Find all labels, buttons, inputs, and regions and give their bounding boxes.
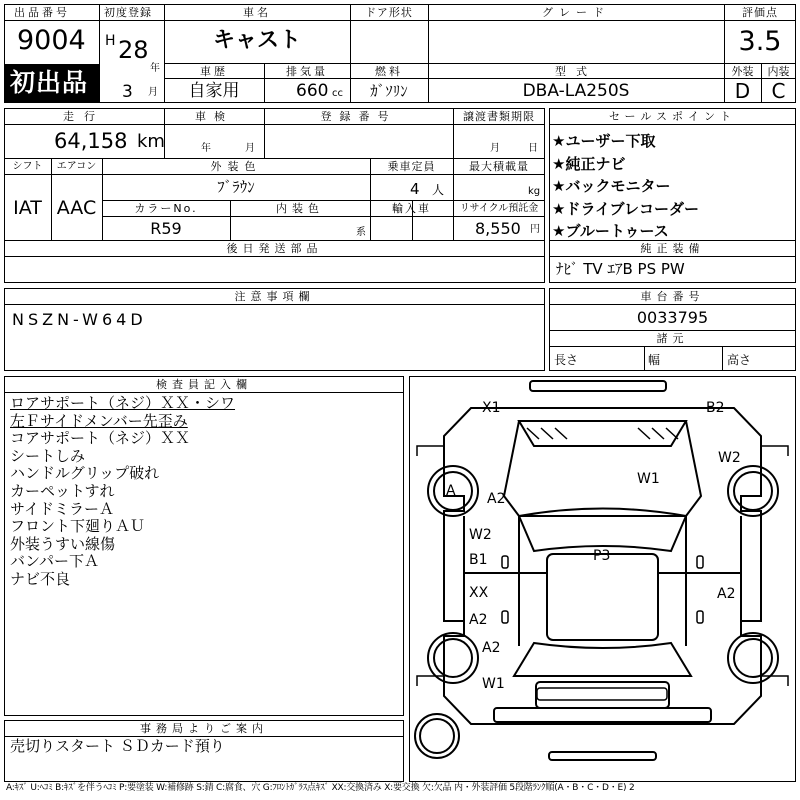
notes-value: NSZN-W64D (12, 310, 147, 329)
interior-color-unit: 系 (356, 227, 366, 238)
history-value: 自家用 (188, 81, 240, 101)
import-label: 輸入車 (392, 202, 431, 215)
color-no-value: R59 (150, 219, 182, 238)
displacement-value: 660 (296, 81, 329, 101)
mark-a2-left-rear: A2 (482, 640, 501, 656)
mark-a-left-wheel: A (446, 483, 456, 499)
score-label: 評価点 (742, 6, 778, 19)
height-label: 高さ (727, 353, 752, 367)
mark-b1-left-door: B1 (469, 552, 488, 568)
inspector-label: 検査員記入欄 (156, 378, 252, 391)
color-no-label: カラーNo. (134, 202, 198, 215)
model-value: DBA-LA250S (522, 81, 630, 101)
capacity-value: 4 (410, 180, 420, 198)
mark-w1-rear: W1 (482, 676, 505, 692)
interior-label: 内装 (767, 65, 790, 78)
aircon-label: エアコン (56, 161, 97, 172)
office-value: 売切りスタート ＳＤカード預り (10, 737, 225, 755)
color-value: ﾌﾞﾗｳﾝ (217, 178, 255, 196)
mark-xx-left-rear-door: XX (469, 585, 489, 601)
transfer-label: 譲渡書類期限 (463, 110, 535, 123)
shift-value: IAT (13, 197, 42, 219)
exterior-grade: D (734, 79, 751, 103)
chassis-value: 0033795 (636, 308, 709, 327)
aircon-value: AAC (56, 197, 97, 219)
inspector-note-item: サイドミラーＡ (10, 499, 114, 518)
mileage-value: 64,158 (54, 129, 128, 153)
sales-point-item: ★ブルートゥース (552, 222, 669, 240)
displacement-label: 排気量 (286, 65, 328, 78)
dimensions-label: 諸元 (656, 332, 689, 345)
inspector-notes-list (10, 395, 235, 589)
car-damage-diagram (409, 376, 796, 782)
month-unit: 月 (148, 87, 158, 98)
capacity-label: 乗車定員 (387, 160, 436, 173)
mileage-unit: km (137, 131, 165, 152)
capacity-unit: 人 (432, 183, 445, 197)
grade-label: グレード (542, 6, 610, 19)
legend-text: A:ｷｽﾞ U:ﾍｺﾐ B:ｷｽﾞを伴うﾍｺﾐ P:要塗装 W:補修跡 S:錆 C:腐食、穴 G:ﾌﾛﾝﾄｶﾞﾗｽ点ｷｽﾞ XX:交換済み X:要交換 欠:欠品 内・外装評価 5段階ﾗﾝｸ順(A・B・C・D・E) 2 (6, 783, 635, 793)
inspector-note-item: 外装うすい線傷 (10, 534, 116, 553)
recycle-label: リサイクル預託金 (459, 203, 539, 214)
inspector-note-item: フロント下廻りＡＵ (10, 517, 146, 536)
exterior-label: 外装 (731, 65, 754, 78)
fuel-value: ｶﾞｿﾘﾝ (370, 82, 408, 100)
fuel-label: 燃料 (375, 65, 403, 78)
inspection-month-unit: 月 (245, 143, 255, 154)
reg-label: 初度登録 (104, 6, 152, 19)
inspector-note-item: コアサポート（ネジ）ＸＸ (10, 429, 191, 448)
history-label: 車歴 (200, 65, 228, 78)
mark-w1-hood: W1 (637, 471, 660, 487)
lot-label: 出品番号 (14, 6, 70, 19)
sales-points-list (552, 130, 699, 243)
recycle-unit: 円 (530, 224, 540, 235)
inspector-note-item: ロアサポート（ネジ）ＸＸ・シワ (10, 394, 236, 412)
mileage-label: 走行 (63, 110, 105, 123)
recycle-value: 8,550 (475, 219, 521, 238)
inspector-note-item: 左Ｆサイドメンバー先歪み (10, 411, 188, 430)
car-name-label: 車名 (243, 6, 271, 19)
genuine-equipment-value: ﾅﾋﾞ TV ｴｱB PS PW (556, 260, 685, 278)
length-label: 長さ (554, 353, 579, 367)
color-label: 外装色 (210, 160, 262, 173)
mark-a2-right-rear: A2 (717, 586, 736, 602)
shift-label: シフト (12, 161, 43, 172)
notes-label: 注意事項欄 (234, 290, 315, 303)
score-value: 3.5 (738, 26, 782, 57)
displacement-unit: cc (332, 88, 343, 99)
mark-w2-right: W2 (718, 450, 741, 466)
year-unit: 年 (150, 63, 160, 74)
sales-point-item: ★ドライブレコーダー (552, 199, 699, 218)
car-name: キャスト (212, 28, 301, 53)
plate-label: 登録番号 (320, 110, 397, 123)
mark-a2-front: A2 (487, 491, 506, 507)
reg-month: 3 (122, 82, 133, 102)
inspector-note-item: バンパー下Ａ (10, 552, 99, 571)
interior-color-label: 内装色 (276, 202, 324, 215)
inspection-year-unit: 年 (201, 143, 211, 154)
inspection-label: 車検 (195, 110, 233, 123)
inspector-note-item: カーペットすれ (10, 481, 115, 500)
sales-points-label: セールスポイント (608, 110, 736, 123)
inspector-note-item: シートしみ (10, 446, 86, 465)
first-listing-label: 初出品 (10, 68, 89, 97)
office-label: 事務局よりご案内 (140, 722, 268, 735)
mark-p3-roof: P3 (593, 548, 611, 564)
transfer-day-unit: 日 (528, 143, 538, 154)
model-label: 型式 (555, 65, 597, 78)
reg-year: 28 (118, 36, 149, 64)
interior-grade: C (771, 79, 786, 103)
load-label: 最大積載量 (469, 160, 529, 173)
mark-w2-left-door: W2 (469, 527, 492, 543)
load-unit: kg (528, 186, 541, 197)
transfer-month-unit: 月 (490, 143, 500, 154)
later-parts-label: 後日発送部品 (226, 242, 323, 255)
mark-b2: B2 (706, 400, 725, 416)
door-label: ドア形状 (365, 6, 413, 19)
sales-point-item: ★バックモニター (552, 177, 671, 195)
era-letter: H (105, 33, 116, 49)
inspector-note-item: ナビ不良 (10, 569, 71, 588)
sales-point-item: ★純正ナビ (552, 154, 626, 173)
mark-a2-left-rear-door: A2 (469, 612, 488, 628)
genuine-equipment-label: 純正装備 (640, 242, 705, 255)
inspector-note-item: ハンドルグリップ破れ (10, 464, 160, 483)
chassis-label: 車台番号 (640, 290, 705, 303)
lot-number: 9004 (17, 25, 86, 56)
width-label: 幅 (648, 353, 661, 367)
sales-point-item: ★ユーザー下取 (552, 132, 656, 150)
mark-x1: X1 (482, 400, 501, 416)
